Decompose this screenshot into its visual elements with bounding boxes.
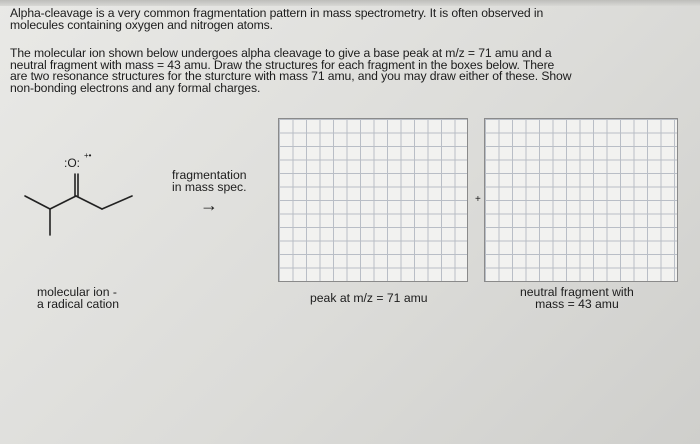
fragmentation-label: fragmentation in mass spec. [172, 168, 247, 194]
fragment-43-drawing-box[interactable] [484, 118, 678, 282]
molecule-caption: molecular ion - a radical cation [37, 285, 119, 311]
arrow-right-icon: → [200, 195, 218, 215]
molecular-ion-structure [20, 140, 150, 250]
oxygen-label: :O: [64, 156, 81, 170]
instructions-line: are two resonance structures for the sturcture with mass 71 amu, and you may draw either of these. Show [10, 69, 572, 83]
box2-caption: neutral fragment with mass = 43 amu [520, 285, 634, 311]
intro-paragraph [10, 8, 670, 31]
plus-sign: + [475, 194, 481, 205]
alpha-bond-left [50, 196, 76, 209]
instructions-line: neutral fragment with mass = 43 amu. Draw the structures for each fragment in the boxes below. There [10, 57, 555, 72]
instructions-paragraph [10, 48, 670, 94]
alpha-bond-right [76, 196, 102, 209]
instructions-line: non-bonding electrons and any formal charges. [10, 80, 261, 95]
fragment-71-drawing-box[interactable] [278, 118, 468, 282]
ethyl-bond [102, 196, 132, 209]
instructions-line: The molecular ion shown below undergoes alpha cleavage to give a base peak at m/z = 71 amu and a [10, 46, 552, 60]
box1-caption: peak at m/z = 71 amu [310, 291, 428, 305]
intro-line: molecules containing oxygen and nitrogen atoms. [10, 17, 273, 32]
methyl-bond-left [25, 196, 50, 209]
intro-line: Alpha-cleavage is a very common fragmentation pattern in mass spectrometry. It is often observed in [10, 6, 544, 20]
radical-cation-charge: +• [84, 151, 92, 160]
